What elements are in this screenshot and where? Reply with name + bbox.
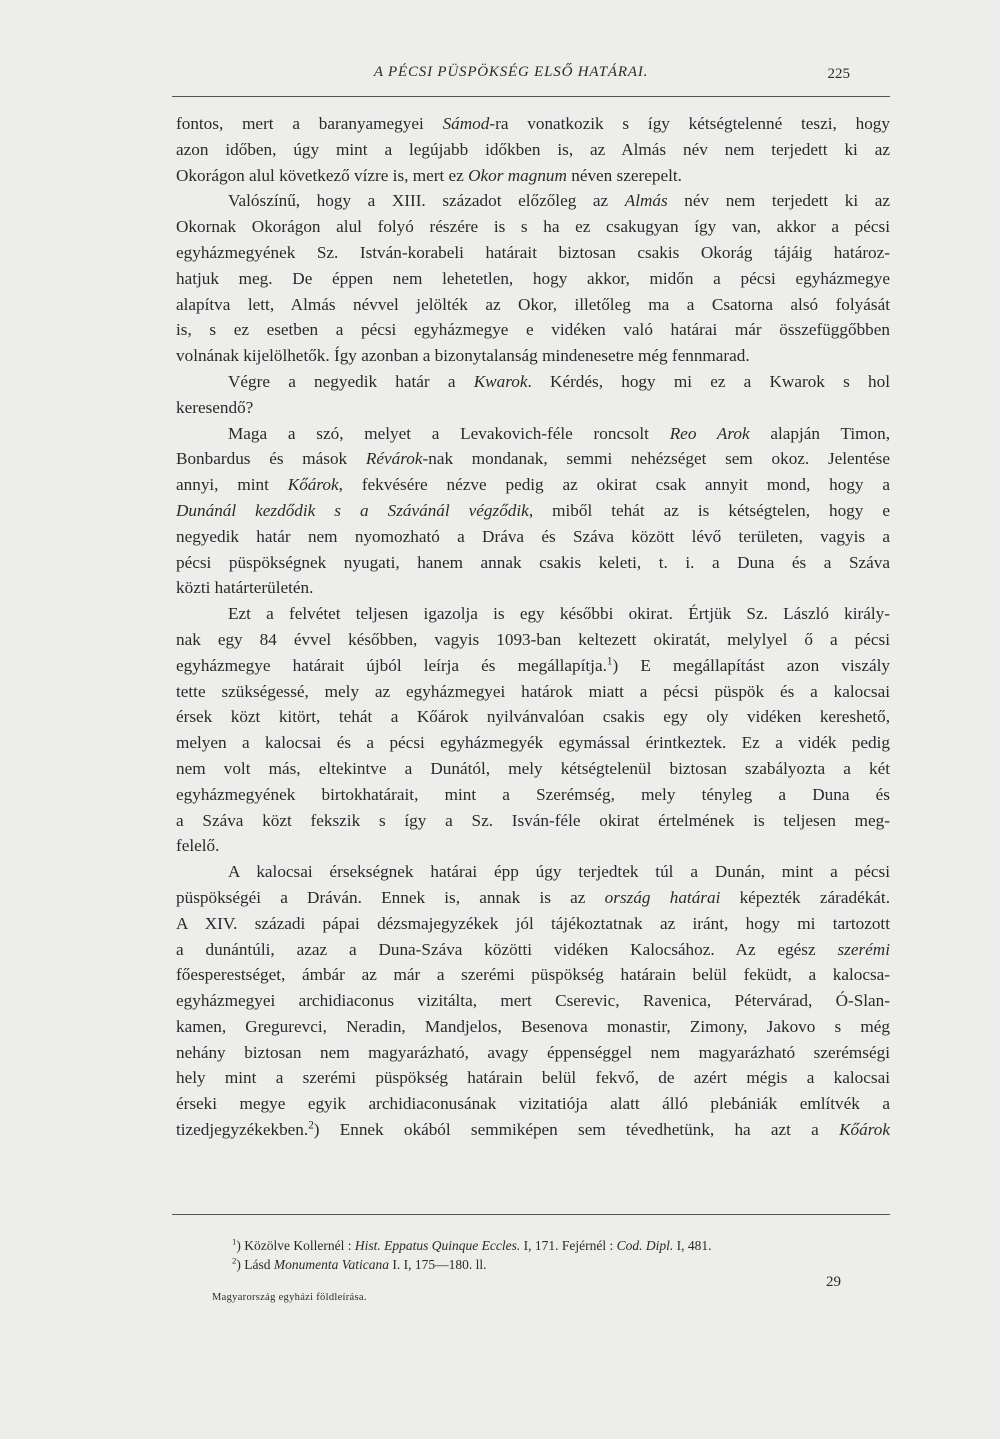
text-line <box>176 1014 890 1040</box>
text-line <box>176 730 890 756</box>
text-run: hatjuk meg. De éppen nem lehetetlen, hogy akkor, midőn a pécsi egyházmegye <box>176 268 890 288</box>
text-run: Bonbardus és mások <box>176 449 366 469</box>
text-run: érseki megye egyik archidiaconusának vizitatiója alatt álló plebániák említvék a <box>176 1094 890 1114</box>
italic-text: Révárok <box>365 449 423 469</box>
text-run: volnának kijelölhetők. Így azonban a bizonytalanság mindenesetre még fennmarad. <box>176 346 750 366</box>
italic-text: Kőárok <box>287 475 339 495</box>
text-line <box>176 266 890 292</box>
text-run: egyházmegyének Sz. István-korabeli határait biztosan csakis Okorág tájáig határoz- <box>176 242 890 262</box>
sheet-number: 29 <box>826 1274 841 1290</box>
text-run: ) Lásd <box>236 1257 274 1272</box>
running-title: A PÉCSI PÜSPÖKSÉG ELSŐ HATÁRAI. <box>373 64 649 80</box>
italic-text: Okor magnum <box>468 165 567 185</box>
text-line <box>176 421 890 447</box>
text-line <box>176 627 890 653</box>
text-run: püspökségéi a Dráván. Ennek is, annak is az <box>176 887 605 907</box>
text-line <box>176 498 890 524</box>
text-run: fontos, mert a baranyamegyei <box>176 114 443 133</box>
italic-text: Dunánál kezdődik s a Szávánál végződik <box>176 500 529 520</box>
text-run: tizedjegyzékekben. <box>176 1120 309 1140</box>
text-run: nehány biztosan nem magyarázható, avagy éppenséggel nem magyarázható szerémségi <box>176 1042 890 1062</box>
text-line <box>176 911 890 937</box>
text-line <box>176 214 890 240</box>
text-run: a Száva közt fekszik s így a Sz. Isván-féle okirat értelmének is teljesen meg- <box>176 810 890 830</box>
text-run: egyházmegyének birtokhatárait, mint a Szerémség, mely tényleg a Duna és <box>176 784 890 804</box>
italic-text: Monumenta Vaticana <box>273 1257 389 1272</box>
text-run: felelő. <box>176 836 220 856</box>
text-line <box>176 524 890 550</box>
text-run: alapján Timon, <box>749 423 890 443</box>
footnote-ref: 2 <box>308 1119 314 1132</box>
text-line <box>176 550 890 576</box>
footnote <box>232 1255 892 1274</box>
text-line <box>176 679 890 705</box>
text-line <box>176 111 890 137</box>
text-run: I, 171. Fejérnél : <box>520 1238 617 1253</box>
text-run: -ra vonatkozik s így kétségtelenné teszi, hogy <box>489 114 890 133</box>
italic-text: Almás <box>624 191 668 211</box>
text-run: Maga a szó, melyet a Levakovich-féle roncsolt <box>228 423 670 443</box>
text-line <box>176 1065 890 1091</box>
text-run: azon időben, úgy mint a legújabb időkben is, az Almás név nem terjedett ki az <box>176 139 890 159</box>
text-run: egyházmegye határait újból leírja és megállapítja. <box>176 655 607 675</box>
text-run: néven szerepelt. <box>566 165 682 185</box>
text-line <box>176 962 890 988</box>
text-line <box>176 137 890 163</box>
text-run: közti határterületén. <box>176 578 314 598</box>
text-line <box>176 240 890 266</box>
text-run: nak egy 84 évvel későbben, vagyis 1093-ban keltezett okiratát, melylyel ő a pécsi <box>176 629 890 649</box>
text-line <box>176 472 890 498</box>
text-line <box>176 1040 890 1066</box>
text-run: ) Közölve Kollernél : <box>236 1238 355 1253</box>
text-line <box>176 833 890 859</box>
text-run: Ezt a felvétet teljesen igazolja is egy későbbi okirat. Értjük Sz. László király- <box>228 604 890 624</box>
text-run: Okornak Okorágon alul folyó részére is s ha ez csakugyan így van, akkor a pécsi <box>176 217 890 237</box>
text-run: A kalocsai érsekségnek határai épp úgy terjedtek túl a Dunán, mint a pécsi <box>228 862 890 882</box>
footnote-ref: 1 <box>606 655 613 667</box>
text-run: a dunántúli, azaz a Duna-Száva közötti vidéken Kalocsához. Az egész <box>176 939 838 959</box>
text-line <box>176 575 890 601</box>
text-line <box>176 601 890 627</box>
footnote <box>232 1236 892 1255</box>
text-line <box>176 188 890 214</box>
text-line <box>176 1117 890 1143</box>
text-run: annyi, mint <box>176 475 288 495</box>
italic-text: ország határai <box>604 887 721 907</box>
text-run: I. I, 175—180. ll. <box>389 1257 487 1272</box>
text-line <box>176 859 890 885</box>
text-line <box>176 317 890 343</box>
text-run: kamen, Gregurevci, Neradin, Mandjelos, Besenova monastir, Zimony, Jakovo s még <box>176 1016 890 1036</box>
text-line <box>176 885 890 911</box>
text-run: nem volt más, eltekintve a Dunától, mely kétségtelenül biztosan szabályozta a két <box>176 758 890 778</box>
text-run: pécsi püspökségnek nyugati, hanem annak csakis keleti, t. i. a Duna és a Száva <box>176 552 890 572</box>
italic-text: Cod. Dipl. <box>616 1238 674 1253</box>
text-line <box>176 343 890 369</box>
text-run: negyedik határ nem nyomozható a Dráva és Száva között lévő területen, vagyis a <box>176 526 890 546</box>
footnotes <box>232 1236 892 1274</box>
signature-line: Magyarország egyházi földleírása. <box>212 1292 367 1303</box>
text-run: Valószínű, hogy a XIII. századot előzőleg az <box>228 191 625 211</box>
text-run: -nak mondanak, semmi nehézséget sem okoz. Jelentése <box>422 449 890 469</box>
text-line <box>176 1091 890 1117</box>
text-run: . Kérdés, hogy mi ez a Kwarok s hol <box>527 371 890 391</box>
footnote-ref: 1 <box>232 1236 237 1247</box>
text-run: I, 481. <box>673 1238 712 1253</box>
italic-text: Hist. Eppatus Quinque Eccles. <box>354 1238 521 1253</box>
text-run: képezték záradékát. <box>720 887 890 907</box>
text-line <box>176 704 890 730</box>
text-line <box>176 782 890 808</box>
text-line <box>176 163 890 189</box>
text-run: név nem terjedett ki az <box>667 191 890 211</box>
header-rule <box>172 96 890 97</box>
italic-text: szerémi <box>837 939 890 959</box>
text-run: Okorágon alul következő vízre is, mert ez <box>176 165 469 185</box>
text-run: is, s ez esetben a pécsi egyházmegye e vidéken való határai már összefüggőbben <box>176 320 890 340</box>
italic-text: Reo Arok <box>669 423 750 443</box>
text-run: hely mint a szerémi püspökség határain belül fekvő, de azért mégis a kalocsai <box>176 1068 890 1088</box>
text-run: érsek közt kitört, tehát a Kőárok nyilvánvalóan csakis egy oly vidéken kereshető, <box>176 707 890 727</box>
text-line <box>176 292 890 318</box>
text-line <box>176 756 890 782</box>
text-line <box>176 653 890 679</box>
text-line <box>176 988 890 1014</box>
italic-text: Kőárok <box>839 1120 890 1140</box>
text-line <box>176 446 890 472</box>
text-run: ) E megállapítást azon viszály <box>612 655 890 675</box>
text-run: , miből tehát az is kétségtelen, hogy e <box>528 500 890 520</box>
text-line <box>176 937 890 963</box>
text-run: alapítva lett, Almás névvel jelölték az Okor, illetőleg ma a Csatorna alsó folyását <box>176 294 890 314</box>
text-run: , fekvésére nézve pedig az okirat csak annyit mond, hogy a <box>338 475 890 495</box>
page-header <box>172 64 850 88</box>
text-run: ) Ennek okából semmiképen sem tévedhetünk, ha azt a <box>313 1120 840 1140</box>
text-line <box>176 808 890 834</box>
text-run: főesperestséget, ámbár az már a szerémi püspökség határain belül feküdt, a kalocsa- <box>176 965 890 985</box>
text-run: Végre a negyedik határ a <box>228 371 474 391</box>
italic-text: Kwarok <box>473 371 528 391</box>
footnote-ref: 2 <box>232 1255 237 1266</box>
text-run: A XIV. századi pápai dézsmajegyzékek jól tájékoztatnak az iránt, hogy mi tartozott <box>176 913 890 933</box>
body-text <box>176 111 890 1143</box>
text-line <box>176 369 890 395</box>
text-run: egyházmegyei archidiaconus vizitálta, mert Cserevic, Ravenica, Pétervárad, Ó-Slan- <box>176 991 890 1011</box>
text-line <box>176 395 890 421</box>
text-run: keresendő? <box>176 397 254 417</box>
text-run: melyen a kalocsai és a pécsi egyházmegyék egymással érintkeztek. Ez a vidék pedig <box>176 733 890 753</box>
page-number: 225 <box>827 66 850 82</box>
italic-text: Sámod <box>442 114 490 133</box>
footnote-rule <box>172 1214 890 1215</box>
text-run: tette szükségessé, mely az egyházmegyei határok miatt a pécsi püspök és a kalocsai <box>176 681 890 701</box>
